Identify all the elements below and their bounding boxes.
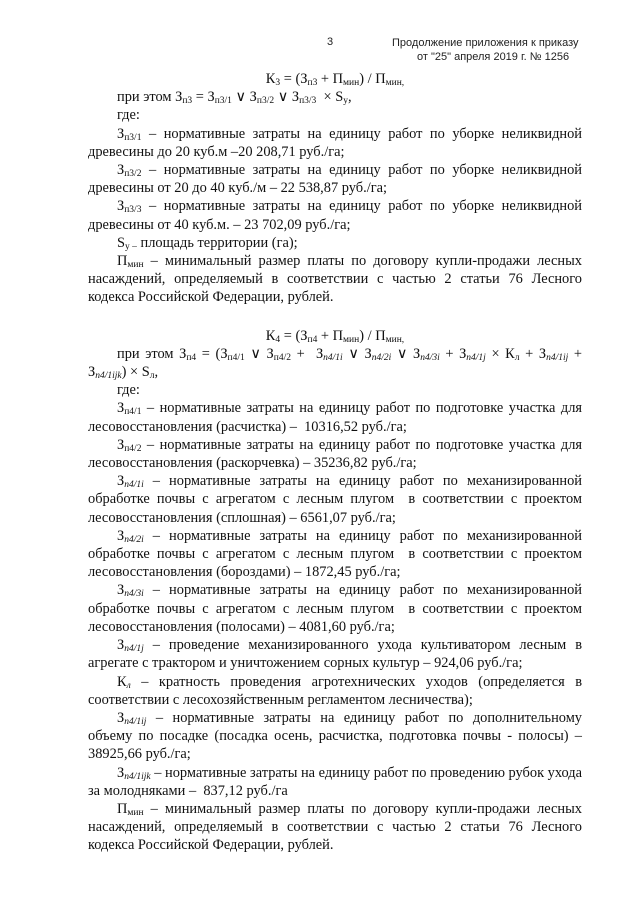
k4-formula: $К_4 = (З_{п4} + П_{мин}) / П_{мин,}$ (265, 327, 405, 345)
k3-formula: $К_3 = (З_{п3} + П_{мин}) / П_{мин,}$ (265, 71, 405, 88)
k3-def-zp32: $З_{п3/2}$ – нормативные затраты на единицу работ по уборке неликвидной древесины от 20 до 40 куб./м – 22 538,87 руб./га; (88, 162, 582, 197)
k3-subformula: при этом $З_{п3} = З_{п3/1}$ ∨ $З_{п3/2}$ ∨ $З_{п3/3} \times S_у$, (117, 89, 352, 107)
k4-def-zp41j: $З_{п4/1j}$ – проведение механизированного ухода культиватором лесным в агрегате с трактором и уничтожением сорных культур – 924,06 руб./га; (88, 637, 582, 672)
k3-def-zp31: $З_{п3/1}$ – нормативные затраты на единицу работ по уборке неликвидной древесины до 20 куб.м –20 208,71 руб./га; (88, 125, 582, 160)
k3-def-pmin: $П_{мин}$ – минимальный размер платы по договору купли-продажи лесных насаждений, определяемый в соответствии с частью 2 статьи 76 Лесного кодекса Российской Федерации, рублей. (88, 253, 582, 306)
k4-def-zp41: $З_{п4/1}$ – нормативные затраты на единицу работ по подготовке участка для лесовосстановления (расчистка) – 10316,52 руб./га; (88, 400, 582, 435)
k4-where-label: где: (117, 382, 140, 399)
k4-def-zp43i: $З_{п4/3i}$ – нормативные затраты на единицу работ по механизированной обработке почвы с агрегатом с лесным плугом в соответствии с проектом лесовосстановления (полосами) – 4081,60 руб./га; (88, 582, 582, 635)
k4-def-pmin: $П_{мин}$ – минимальный размер платы по договору купли-продажи лесных насаждений, определяемый в соответствии с частью 2 статьи 76 Лесного кодекса Российской Федерации, рублей. (88, 800, 582, 854)
k4-def-zp42: $З_{п4/2}$ – нормативные затраты на единицу работ по подготовке участка для лесовосстановления (раскорчевка) – 35236,82 руб./га; (88, 436, 582, 472)
k4-subformula: при этом $З_{п4} = (З_{п4/1}$ ∨ $З_{п4/2} + З_{п4/1i}$ ∨ $З_{п4/2i}$ ∨ $З_{п4/3i} + З_{п4/1j} \times К_л + З_{п4/1ij} + З_{п4/1ijk}) \times S_л$, (88, 345, 582, 382)
k4-def-zp41i: $З_{п4/1i}$ – нормативные затраты на единицу работ по механизированной обработке почвы с агрегатом с лесным плугом в соответствии с проектом лесовосстановления (сплошная) – 6561,07 руб./га; (88, 473, 582, 526)
k4-def-zp41ijk: $З_{п4/1ijk}$ – нормативные затраты на единицу работ по проведению рубок ухода за молодняками – 837,12 руб./га (88, 764, 582, 799)
k4-def-zp42i: $З_{п4/2i}$ – нормативные затраты на единицу работ по механизированной обработке почвы с агрегатом с лесным плугом в соответствии с проектом лесовосстановления (бороздами) – 1872,45 руб./га; (88, 527, 582, 581)
k3-where-label: где: (117, 107, 140, 124)
appendix-header-line2: от "25" апреля 2019 г. № 1256 (417, 51, 570, 63)
appendix-header-line1: Продолжение приложения к приказу (392, 37, 579, 49)
k4-def-kl: $К_л$ – кратность проведения агротехнических уходов (определяется в соответствии с лесохозяйственным регламентом лесничества); (88, 673, 582, 708)
k3-def-zp33: $З_{п3/3}$ – нормативные затраты на единицу работ по уборке неликвидной древесины от 40 куб.м. – 23 702,09 руб./га; (88, 198, 582, 233)
page-number: 3 (327, 36, 334, 48)
k4-def-zp41ij: $З_{п4/1ij}$ – нормативные затраты на единицу работ по дополнительному объему по посадке (посадка осень, расчистка, подготовка почвы - полосы) – 38925,66 руб./га; (88, 709, 582, 763)
document-body (88, 70, 582, 855)
k3-def-sy: $S_{у -}$ площадь территории (га); (117, 234, 298, 252)
